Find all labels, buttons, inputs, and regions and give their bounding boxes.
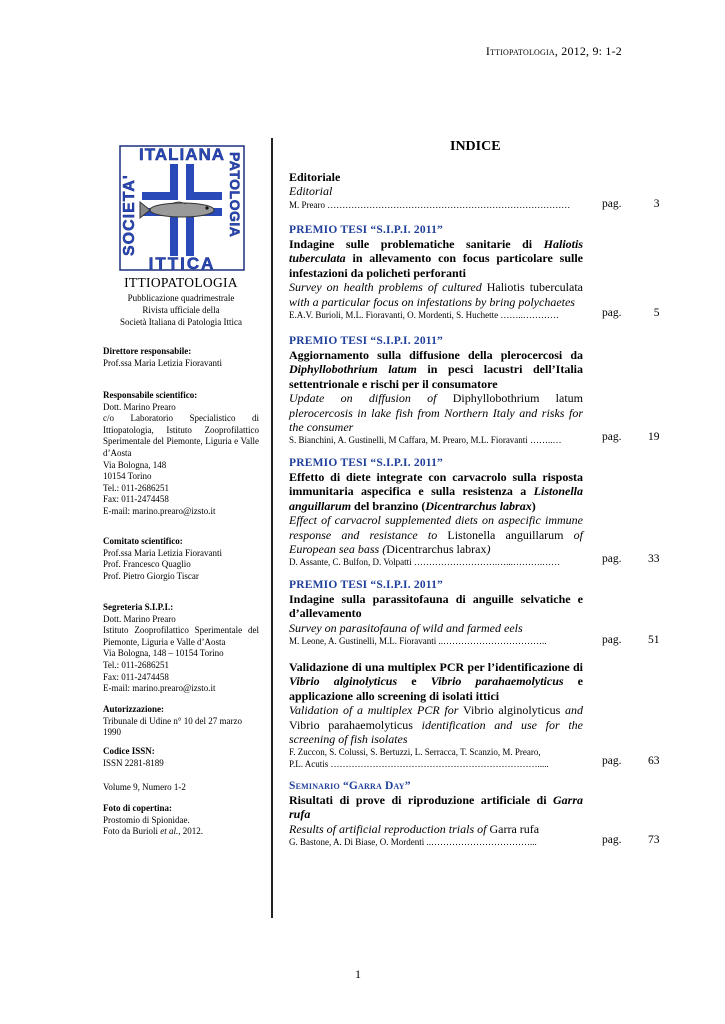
entry-title-en: Effect of carvacrol supplemented diets on aspecific immune response and resistance to Listonella anguillarum of European sea bass (Dicentrarchus labrax) — [289, 513, 583, 557]
entry-section: PREMIO TESI “S.I.P.I. 2011” — [289, 579, 443, 591]
secretariat-affiliation: Istituto Zooprofilattico Sperimentale del Piemonte, Liguria e Valle d’Aosta — [103, 625, 259, 647]
authorization-block — [103, 704, 259, 739]
scientific-manager-line: Dott. Marino Prearo — [103, 401, 176, 412]
running-head-journal: Ittiopatologia — [485, 44, 555, 58]
entry-section: Seminario “Garra Day” — [289, 780, 411, 792]
entry-title-it: Indagine sulle problematiche sanitarie di Haliotis tuberculata in allevamento con focus particolare sulle infestazioni da policheti perforanti — [289, 237, 583, 280]
entry-title-en: Survey on parasitofauna of wild and farmed eels — [289, 620, 523, 635]
logo-right-text: PATOLOGIA — [227, 152, 243, 238]
scientific-manager-line: E-mail: marino.prearo@izsto.it — [103, 505, 216, 516]
scientific-manager-label: Responsabile scientifico: — [103, 390, 198, 400]
entry-title-it: Effetto di diete integrate con carvacrolo sulla risposta immunitaria aspecifica e sulla resistenza a Listonella anguillarum del branzino (Dicentrarchus labrax) — [289, 470, 583, 513]
secretariat-line: Fax: 011-2474458 — [103, 671, 169, 682]
committee-member: Prof.ssa Maria Letizia Fioravanti — [103, 547, 222, 558]
entry-page-ref: pag. 3 — [602, 198, 660, 210]
index-title: INDICE — [450, 139, 501, 154]
scientific-manager-affiliation: c/o Laboratorio Specialistico di Ittiopatologia, Istituto Zooprofilattico Sperimentale del Piemonte, Liguria e Valle d’Aosta — [103, 413, 259, 458]
entry-section: PREMIO TESI “S.I.P.I. 2011” — [289, 335, 443, 347]
scientific-manager-line: Via Bologna, 148 — [103, 459, 167, 470]
index-entry — [289, 334, 583, 446]
entry-title-en: Survey on health problems of cultured Haliotis tuberculata with a particular focus on infestations by bring polychaetes — [289, 280, 583, 309]
issn-block — [103, 746, 259, 769]
entry-section: Editoriale — [289, 170, 341, 184]
director-label: Direttore responsabile: — [103, 346, 192, 356]
entry-title-en: Results of artificial reproduction trials of Garra rufa — [289, 821, 540, 836]
secretariat-block — [103, 602, 259, 695]
index-entry — [289, 578, 583, 647]
column-divider — [271, 138, 273, 918]
cover-photo-label: Foto di copertina: — [103, 803, 172, 813]
issn-value: ISSN 2281-8189 — [103, 757, 164, 768]
entry-page-ref: pag. 19 — [602, 431, 660, 443]
entry-page-ref: pag. 63 — [602, 755, 660, 767]
index-entry — [289, 223, 583, 321]
logo-left-text: SOCIETA' — [121, 174, 138, 256]
entry-authors: M. Leone, A. Gustinelli, M.L. Fioravanti ..…………………………….. — [289, 636, 547, 647]
volume-block — [103, 782, 259, 794]
authorization-text: Tribunale di Udine n° 10 del 27 marzo 1990 — [103, 715, 242, 738]
entry-title-it: Indagine sulla parassitofauna di anguille selvatiche e d’allevamento — [289, 592, 583, 621]
director-name: Prof.ssa Maria Letizia Fioravanti — [103, 357, 222, 368]
entry-authors: M. Prearo ……………………………………………………………………… — [289, 199, 571, 210]
cover-photo-credit: Foto da Burioli et al., 2012. — [103, 826, 204, 837]
committee-label: Comitato scientifico: — [103, 536, 183, 546]
entry-title-it: Aggiornamento sulla diffusione della plerocercosi da Diphyllobothrium latum in pesci lacustri dell’Italia settentrionale e rischi per il consumatore — [289, 348, 583, 391]
entry-authors: F. Zuccon, S. Colussi, S. Bertuzzi, L. Serracca, T. Scanzio, M. Prearo, — [289, 747, 541, 758]
entry-page-ref: pag. 73 — [602, 834, 660, 846]
entry-title-en: Validation of a multiplex PCR for Vibrio alginolyticus and Vibrio parahaemolyticus identification and use for the screening of fish isolates — [289, 703, 584, 747]
issn-label: Codice ISSN: — [103, 746, 155, 756]
entry-page-ref: pag. 5 — [602, 307, 660, 319]
entry-authors: S. Bianchini, A. Gustinelli, M Caffara, M. Prearo, M.L. Fioravanti ……..… — [289, 435, 562, 446]
entry-authors: P.L. Acutis ……………………………………………………………..... — [289, 759, 549, 770]
index-entry — [289, 779, 583, 848]
index-entry — [289, 456, 583, 568]
scientific-manager-line: Tel.: 011-2686251 — [103, 482, 170, 493]
volume-text: Volume 9, Numero 1-2 — [103, 782, 186, 792]
journal-subtitle-line: Pubblicazione quadrimestrale — [127, 293, 235, 303]
entry-section: PREMIO TESI “S.I.P.I. 2011” — [289, 224, 443, 236]
entry-section: PREMIO TESI “S.I.P.I. 2011” — [289, 457, 443, 469]
journal-subtitle-line: Società Italiana di Patologia Ittica — [120, 316, 242, 327]
secretariat-line: Dott. Marino Prearo — [103, 613, 176, 624]
scientific-manager-line: 10154 Torino — [103, 471, 152, 482]
secretariat-label: Segreteria S.I.P.I.: — [103, 602, 174, 612]
index-entry — [289, 170, 583, 211]
entry-page-ref: pag. 33 — [602, 553, 660, 565]
entry-authors: E.A.V. Burioli, M.L. Fioravanti, O. Mordenti, S. Huchette ……..………… — [289, 310, 559, 321]
entry-title-it: Validazione di una multiplex PCR per l’identificazione di Vibrio alginolyticus e Vibrio parahaemolyticus e applicazione allo screening di isolati ittici — [289, 660, 583, 703]
running-head-issue: , 2012, 9: 1-2 — [554, 44, 622, 58]
director-block — [103, 346, 259, 369]
committee-member: Prof. Francesco Quaglio — [103, 559, 191, 570]
logo-bottom-text: ITTICA — [148, 254, 216, 273]
authorization-label: Autorizzazione: — [103, 704, 164, 714]
entry-authors: G. Bastone, A. Di Biase, O. Mordenti ..……………………………... — [289, 837, 537, 848]
scientific-manager-line: Fax: 011-2474458 — [103, 494, 169, 505]
scientific-manager-block — [103, 390, 259, 518]
journal-title: ITTIOPATOLOGIA — [124, 275, 238, 290]
committee-member: Prof. Pietro Giorgio Tiscar — [103, 570, 199, 581]
entry-title-en: Update on diffusion of Diphyllobothrium latum plerocercosis in lake fish from Northern Italy and risks for the consumer — [289, 391, 583, 435]
entry-authors: D. Assante, C. Bulfon, D. Volpatti ……………………….…...……….…… — [289, 557, 561, 568]
society-logo — [112, 138, 252, 278]
journal-subtitle-line: Rivista ufficiale della — [142, 304, 220, 315]
cover-photo-line: Prostomio di Spionidae. — [103, 814, 190, 825]
secretariat-line: Tel.: 011-2686251 — [103, 659, 170, 670]
secretariat-line: E-mail: marino.prearo@izsto.it — [103, 683, 216, 694]
running-head — [486, 44, 622, 59]
committee-block — [103, 536, 259, 582]
secretariat-line: Via Bologna, 148 – 10154 Torino — [103, 648, 224, 659]
entry-section-en: Editorial — [289, 184, 333, 199]
entry-page-ref: pag. 51 — [602, 634, 660, 646]
logo-top-text: ITALIANA — [138, 145, 226, 164]
cover-photo-block — [103, 803, 259, 838]
index-entry — [289, 660, 583, 770]
journal-subtitle — [103, 293, 259, 328]
page-number: 1 — [355, 967, 361, 981]
entry-title-it: Risultati di prove di riproduzione artificiale di Garra rufa — [289, 793, 583, 822]
